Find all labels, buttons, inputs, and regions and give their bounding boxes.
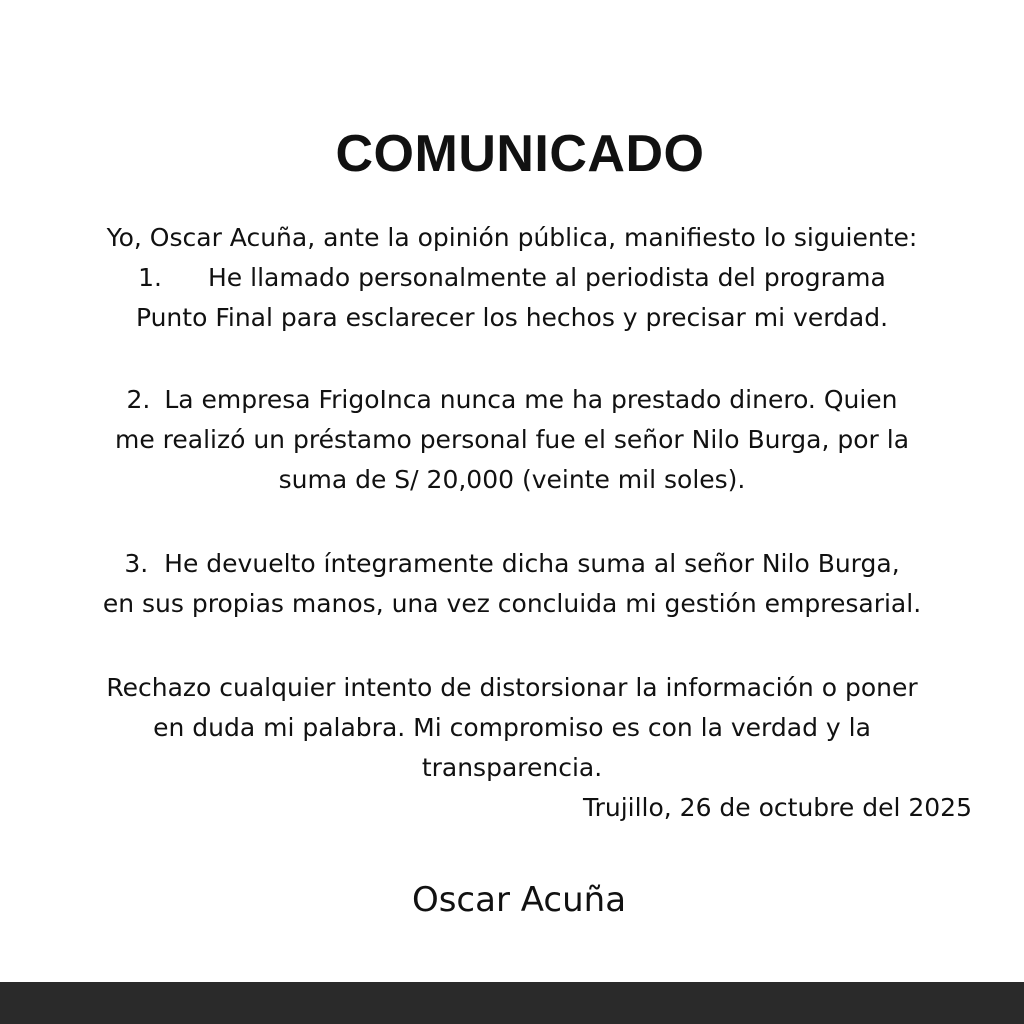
item-3-line-1 <box>0 544 1024 584</box>
item-3-number: 3. <box>124 549 149 578</box>
item-2-text-1: La empresa FrigoInca nunca me ha prestado dinero. Quien <box>164 385 898 414</box>
signature-name: Oscar Acuña <box>411 880 627 920</box>
closing-line-2: en duda mi palabra. Mi compromiso es con la verdad y la <box>153 713 871 742</box>
item-1-text-1: He llamado personalmente al periodista del programa <box>208 263 886 292</box>
document-date: Trujillo, 26 de octubre del 2025 <box>582 793 972 822</box>
item-2-line-3: suma de S/ 20,000 (veinte mil soles). <box>278 465 746 494</box>
closing-line-3: transparencia. <box>421 753 603 782</box>
item-3-line-2: en sus propias manos, una vez concluida mi gestión empresarial. <box>102 589 922 618</box>
document-title: COMUNICADO <box>335 125 705 183</box>
item-1-number: 1. <box>138 263 162 292</box>
item-2-line-2: me realizó un préstamo personal fue el señor Nilo Burga, por la <box>114 425 910 454</box>
item-1-line-1 <box>0 258 1024 298</box>
footer-bar <box>0 982 1024 1024</box>
item-2-line-1 <box>0 380 1024 420</box>
intro-line: Yo, Oscar Acuña, ante la opinión pública, manifiesto lo siguiente: <box>106 223 918 252</box>
item-1-line-2: Punto Final para esclarecer los hechos y precisar mi verdad. <box>135 303 889 332</box>
item-3-text-1: He devuelto íntegramente dicha suma al señor Nilo Burga, <box>164 549 900 578</box>
item-2-number: 2. <box>126 385 151 414</box>
closing-line-1: Rechazo cualquier intento de distorsionar la información o poner <box>106 673 918 702</box>
